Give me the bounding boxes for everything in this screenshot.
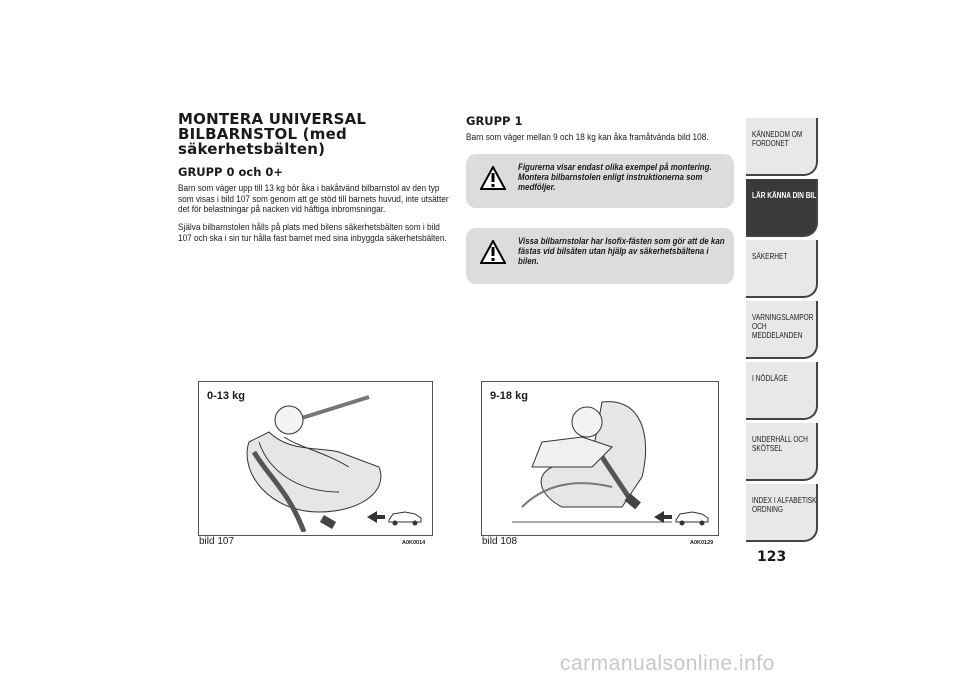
group-0-paragraph-1: Barn som väger upp till 13 kg bör åka i bakåtvänd bilbarnstol av den typ som visas i bild 107 som genom att ge stöd till barnets huvud, inte utsätter det för belastningar på nacken vid häftiga inbromsningar. xyxy=(178,183,449,216)
warning-box-2 xyxy=(466,228,734,284)
group-1-paragraph: Barn som väger mellan 9 och 18 kg kan åka framåtvända bild 108. xyxy=(466,132,709,143)
tab-i-nodlage[interactable] xyxy=(746,362,818,420)
figure-107 xyxy=(198,381,433,536)
watermark: carmanualsonline.info xyxy=(560,652,775,675)
tab-label: INDEX I ALFABETISK ORDNING xyxy=(752,496,817,514)
tab-kannedom-om-fordonet[interactable] xyxy=(746,118,818,176)
warning-box-1 xyxy=(466,154,734,208)
group-1-heading: GRUPP 1 xyxy=(466,114,523,128)
group-0-paragraph-2: Själva bilbarnstolen hålls på plats med bilens säkerhetsbälten som i bild 107 och ska i sin tur hålla fast barnet med sina inbyggda säkerhetsbälten. xyxy=(178,222,447,244)
tab-label: UNDERHÅLL OCH SKÖTSEL xyxy=(752,435,808,453)
warning-icon xyxy=(480,166,506,190)
tab-label: I NÖDLÄGE xyxy=(752,374,788,383)
tab-underhall-och-skotsel[interactable] xyxy=(746,423,818,481)
tab-varningslampor[interactable] xyxy=(746,301,818,359)
tab-label: LÄR KÄNNA DIN BIL xyxy=(752,191,817,200)
figure-108 xyxy=(481,381,719,536)
car-direction-icon xyxy=(652,506,712,528)
section-title: MONTERA UNIVERSAL BILBARNSTOL (med säkerhetsbälten) xyxy=(178,110,367,158)
tab-label: SÄKERHET xyxy=(752,252,788,261)
tab-lar-kanna-din-bil[interactable] xyxy=(746,179,818,237)
car-direction-icon xyxy=(365,506,425,528)
tab-label: VARNINGSLAMPOR OCH MEDDELANDEN xyxy=(752,313,814,340)
figure-108-caption: bild 108 xyxy=(482,536,518,547)
warning-text-2: Vissa bilbarnstolar har Isofix-fästen som gör att de kan fästas vid bilsäten utan hjälp av säkerhetsbältena i bilen. xyxy=(518,236,725,266)
figure-107-label: 0-13 kg xyxy=(207,390,245,402)
figure-108-label: 9-18 kg xyxy=(490,390,528,402)
figure-107-caption: bild 107 xyxy=(199,536,235,547)
tab-label: KÄNNEDOM OM FORDONET xyxy=(752,130,803,148)
warning-icon xyxy=(480,240,506,264)
page-number: 123 xyxy=(757,549,787,565)
figure-107-code: A0K0014 xyxy=(402,540,426,546)
group-0-heading: GRUPP 0 och 0+ xyxy=(178,165,284,179)
figure-108-code: A0K0129 xyxy=(690,540,714,546)
warning-text-1: Figurerna visar endast olika exempel på montering. Montera bilbarnstolen enligt instruktionerna som medföljer. xyxy=(518,162,712,192)
tab-index[interactable] xyxy=(746,484,818,542)
tab-sakerhet[interactable] xyxy=(746,240,818,298)
